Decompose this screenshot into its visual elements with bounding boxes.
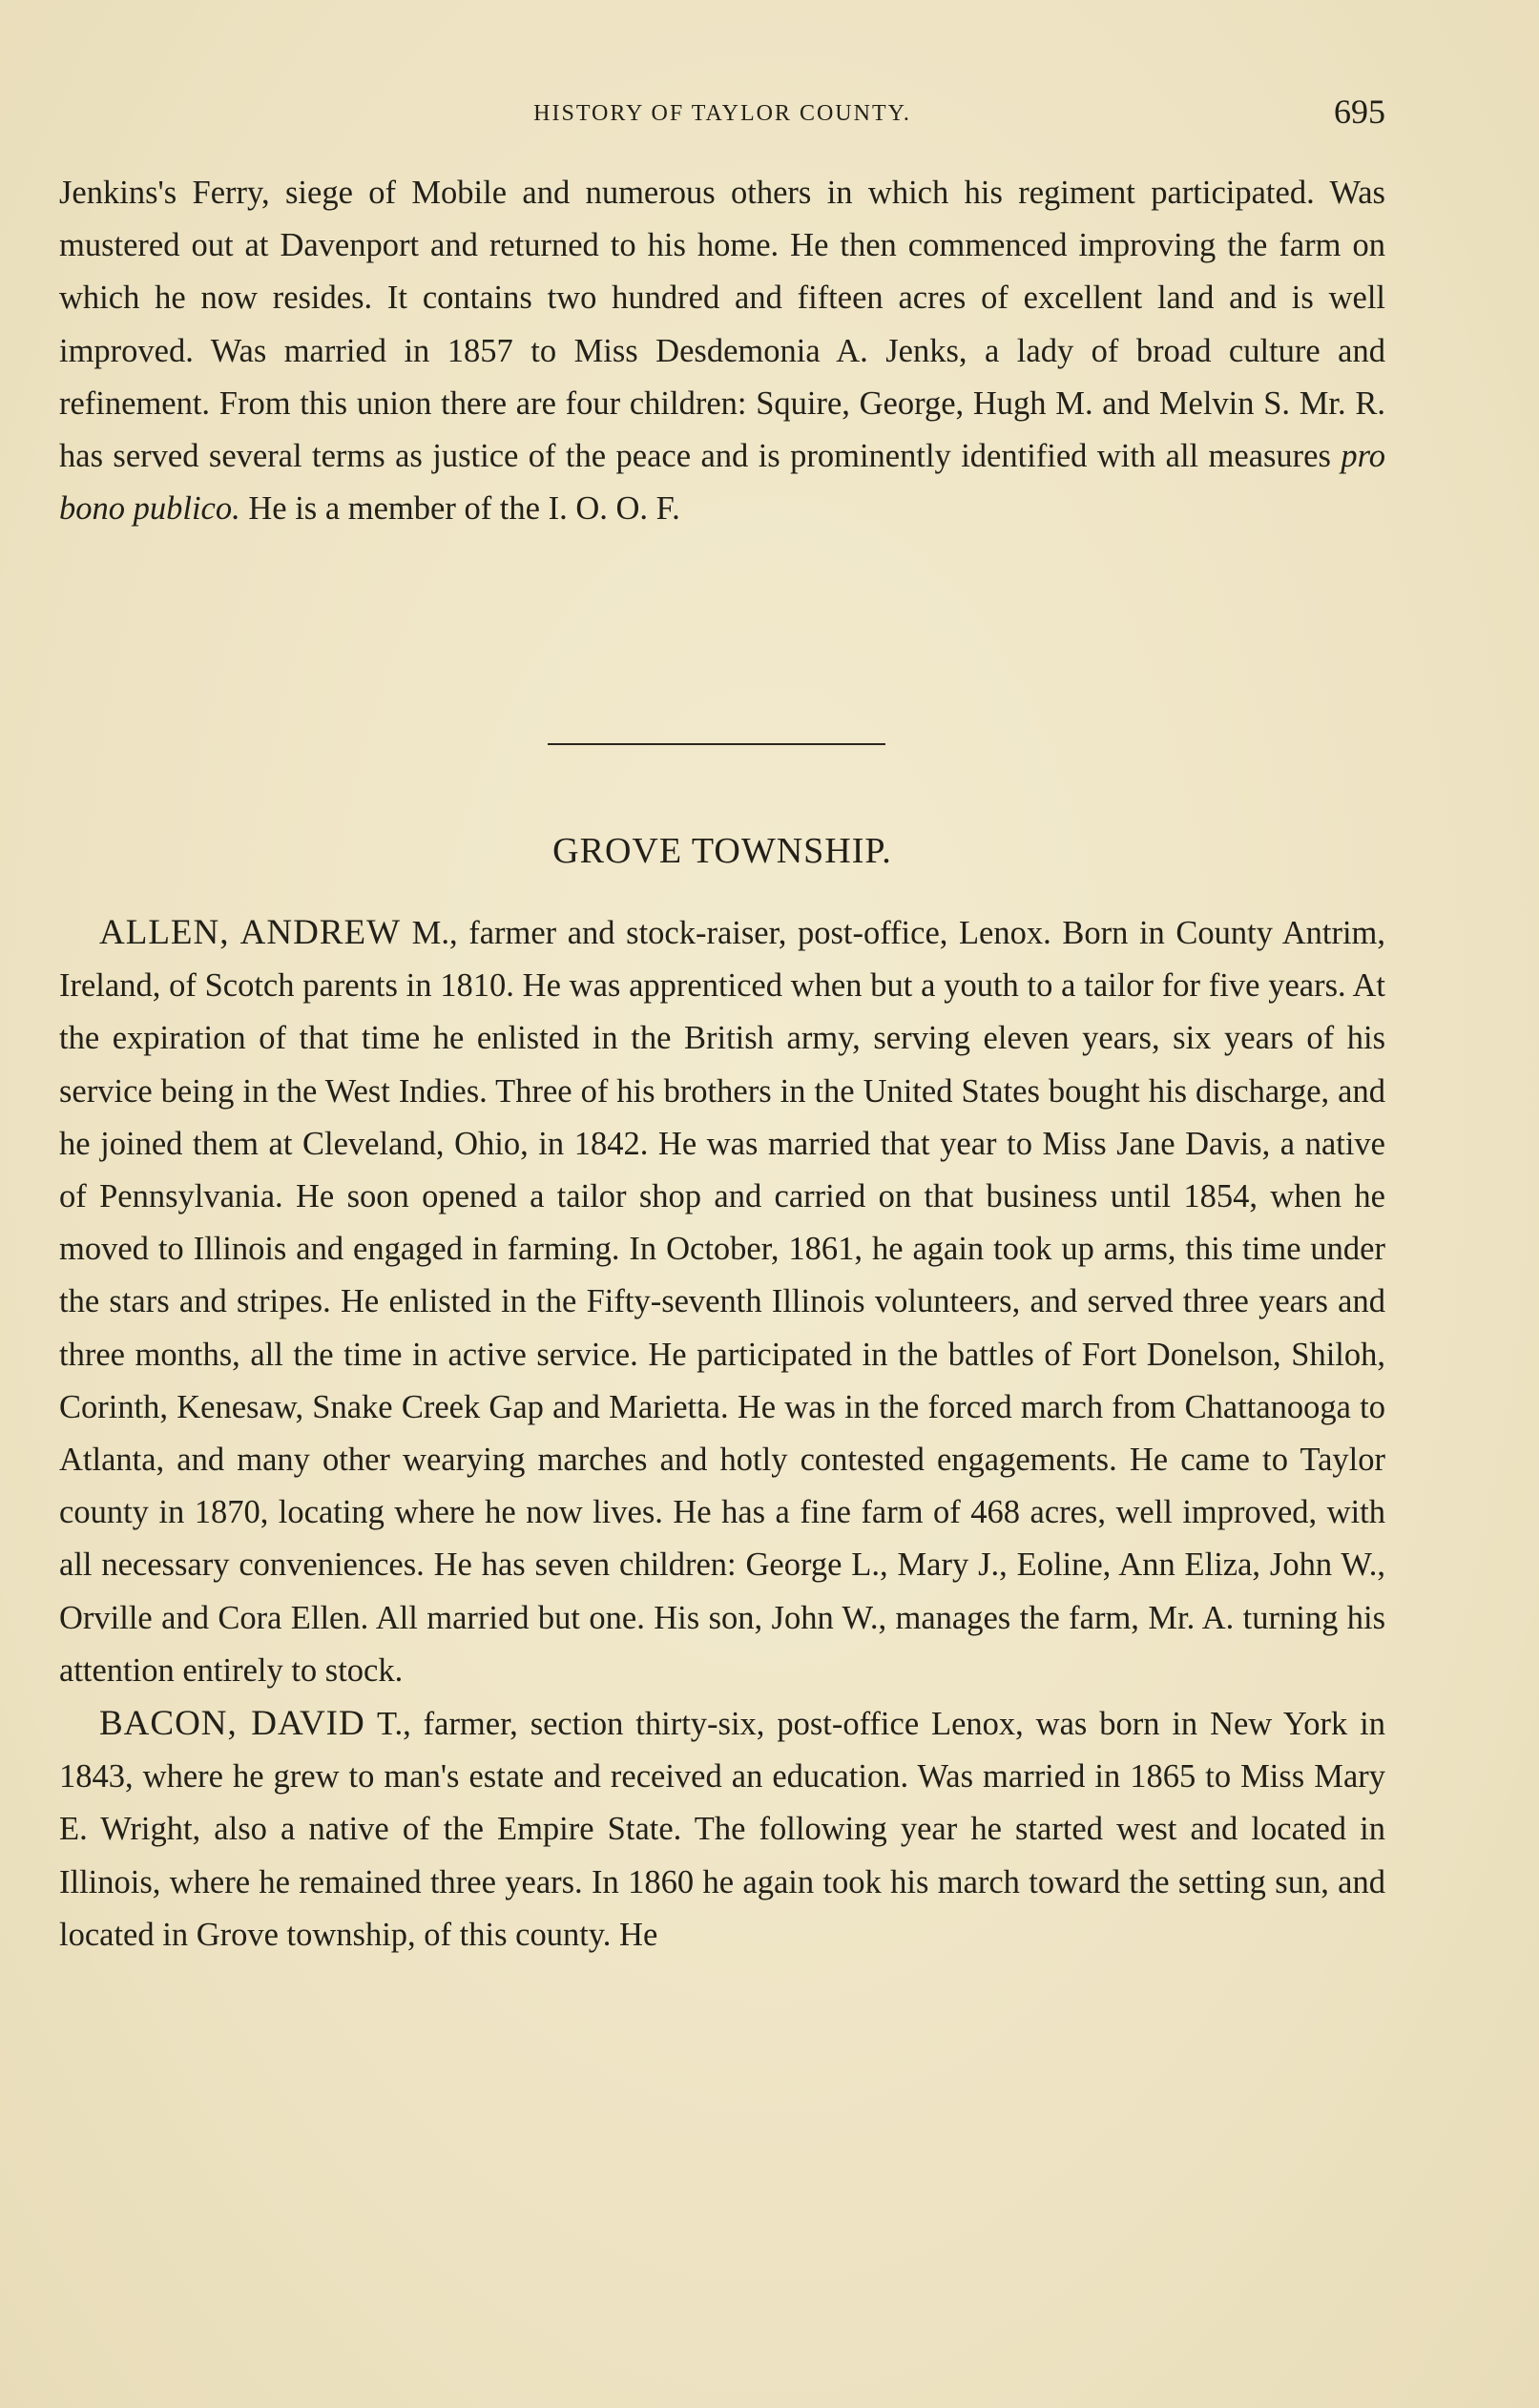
page-number: 695: [1334, 93, 1385, 131]
entry-text: M., farmer and stock-raiser, post-office, Lenox. Born in County Antrim, Ireland, of Scotch parents in 1810. He was apprenticed when but a youth to a tailor for five years. At the expiration of that time he enlisted in the British army, serving eleven years, six years of his service being in the West Indies. Three of his brothers in the United States bought his discharge, and he joined them at Cleveland, Ohio, in 1842. He was married that year to Miss Jane Davis, a native of Pennsylvania. He soon opened a tailor shop and carried on that business until 1854, when he moved to Illinois and engaged in farming. In October, 1861, he again took up arms, this time under the stars and stripes. He enlisted in the Fifty-seventh Illinois volunteers, and served three years and three months, all the time in active service. He participated in the battles of Fort Donelson, Shiloh, Corinth, Kenesaw, Snake Creek Gap and Marietta. He was in the forced march from Chattanooga to Atlanta, and many other wearying marches and hotly contested engagements. He came to Taylor county in 1870, locating where he now lives. He has a fine farm of 468 acres, well improved, with all necessary conveniences. He has seven children: George L., Mary J., Eoline, Ann Eliza, John W., Orville and Cora Ellen. All married but one. His son, John W., manages the farm, Mr. A. turning his attention entirely to stock.: [59, 915, 1385, 1689]
continued-text: Jenkins's Ferry, siege of Mobile and numerous others in which his regiment participated. Was mustered out at Davenport and returned to his home. He then commenced improving the farm on which he now resides. It contains two hundred and fifteen acres of excellent land and is well improved. Was married in 1857 to Miss Desdemonia A. Jenks, a lady of broad culture and refinement. From this union there are four children: Squire, George, Hugh M. and Melvin S. Mr. R. has served several terms as justice of the peace and is prominently identified with all measures: [59, 175, 1385, 475]
section-divider: [548, 743, 885, 745]
section-heading: GROVE TOWNSHIP.: [552, 831, 892, 871]
continued-text-end: He is a member of the I. O. O. F.: [239, 490, 680, 528]
running-title: HISTORY OF TAYLOR COUNTY.: [533, 101, 911, 126]
continued-entry: [59, 167, 1385, 535]
continued-paragraph: [59, 167, 1385, 535]
entry-text: T., farmer, section thirty-six, post-office Lenox, was born in New York in 1843, where he grew to man's estate and received an education. Was married in 1865 to Miss Mary E. Wright, also a native of the Empire State. The following year he started west and located in Illinois, where he remained three years. In 1860 he again took his march toward the setting sun, and located in Grove township, of this county. He: [59, 1706, 1385, 1953]
running-head: [59, 88, 1385, 135]
latin-phrase: pro bono publico.: [59, 438, 1385, 528]
entry-name: ALLEN, ANDREW: [99, 913, 402, 952]
biography-entry-bacon: [59, 1697, 1385, 1962]
biography-entry-allen: [59, 906, 1385, 1697]
biography-entries: [59, 906, 1385, 1962]
entry-name: BACON, DAVID: [99, 1704, 365, 1744]
